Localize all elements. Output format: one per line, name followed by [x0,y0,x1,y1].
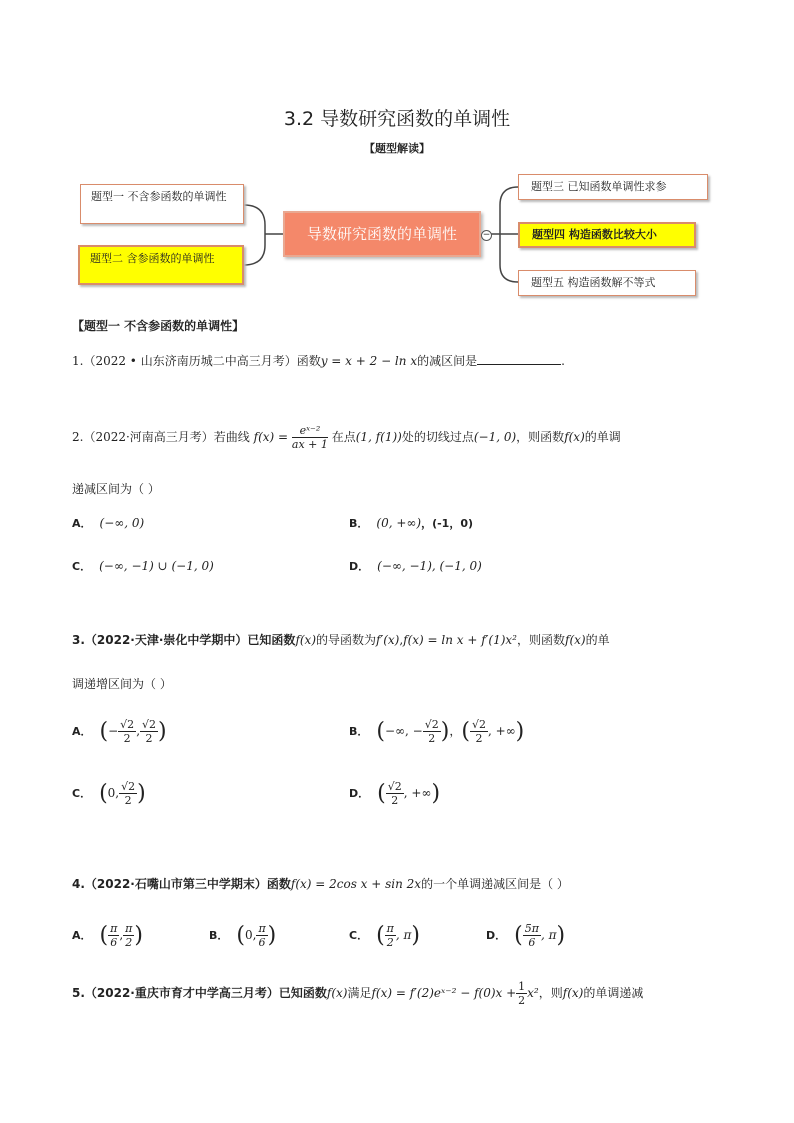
q3-text: , [399,633,404,647]
paren-left: ( [376,923,385,948]
question-3 [72,631,610,648]
q4-option-c[interactable] [349,922,420,949]
answer-blank[interactable] [477,353,561,365]
mindmap-node-label: 题型四 构造函数比较大小 [532,228,657,241]
q2-line2: 递减区间为（ ） [72,482,160,496]
fraction [423,718,441,745]
option-value-extra: ，(-1，0) [421,517,474,530]
numerator: π [125,922,133,935]
denominator: 2 [428,732,436,745]
paren-right: ) [134,923,143,948]
mindmap-node-type2[interactable] [78,245,244,285]
page-subtitle: 【题型解读】 [364,142,430,155]
q2-text: 在点 [331,430,356,444]
paren-right: ) [137,781,146,806]
separator: ， [449,724,462,738]
q2-fx2: f(x) [564,430,585,444]
q2-numerator: eˣ⁻² [292,424,328,438]
denominator: 2 [145,732,153,745]
q2-option-a[interactable] [72,515,144,531]
q2-point: (1, f(1)) [355,430,402,444]
paren-right: ) [431,781,441,806]
q2-option-d[interactable] [349,558,482,574]
fraction [516,980,527,1007]
q3-option-a[interactable] [72,718,167,745]
q2-text: 的单调 [584,430,621,444]
numerator: π [386,922,394,935]
fraction [140,718,158,745]
q5-fx: f(x) [326,986,348,1000]
denominator: 6 [258,936,266,949]
question-5 [72,980,643,1007]
q3-option-c[interactable] [72,780,146,807]
paren-left: ( [99,781,108,806]
denominator: 2 [391,794,399,807]
mindmap-node-type1[interactable] [80,184,244,224]
zero: 0, [107,786,120,800]
section-heading: 【题型一 不含参函数的单调性】 [72,319,245,333]
denominator: 2 [475,732,483,745]
option-value: (−∞, −1) ∪ (−1, 0) [99,559,214,573]
paren-right: ) [515,719,525,744]
q3-fpx: f′(x) [376,633,400,647]
q1-expression: y = x + 2 − ln x [320,354,418,368]
fraction [123,922,134,949]
question-4 [72,875,569,892]
numerator: √2 [387,780,402,793]
option-label: B． [349,725,369,738]
option-label: D． [349,560,370,573]
q3-equation: f(x) = ln x + f′(1)x² [403,633,517,647]
denominator: 2 [518,994,526,1007]
paren-left: ( [514,923,523,948]
fraction [470,718,488,745]
mindmap-node-label: 题型二 含参函数的单调性 [90,252,215,265]
paren-right: ) [556,923,566,948]
comma: , [136,724,141,738]
q2-option-c[interactable] [72,558,214,574]
pos-infinity: , +∞ [487,724,516,738]
paren-right: ) [267,923,277,948]
option-label: B． [209,929,229,942]
option-label: C． [349,929,369,942]
q5-text: 满足 [347,986,372,1000]
q3-text: ，则函数 [517,633,566,647]
option-value: (−∞, −1), (−1, 0) [377,559,482,573]
paren-left: ( [461,719,470,744]
q2-fx: f(x) = [253,430,289,444]
paren-left: ( [99,923,109,948]
option-label: D． [349,787,370,800]
collapse-icon[interactable]: − [482,230,491,240]
q2-denominator: ax + 1 [291,438,328,451]
q5-equation: f(x) = f′(2)eˣ⁻² − f(0)x + [371,986,517,1000]
option-label: C． [72,787,92,800]
q3-option-d[interactable] [349,780,440,807]
option-label: A． [72,517,92,530]
q3-line2: 调递增区间为（ ） [72,677,172,691]
mindmap-node-label: 题型三 已知函数单调性求参 [531,180,667,193]
mindmap-node-label: 题型一 不含参函数的单调性 [91,190,227,203]
option-label: D． [486,929,507,942]
denominator: 6 [110,936,118,949]
numerator: π [258,922,266,935]
q5-text: 的单调递减 [583,986,644,1000]
question-2 [72,424,621,451]
fraction [108,922,119,949]
option-value: (0, +∞) [376,516,422,530]
q2-text: ，则函数 [516,430,565,444]
denominator: 2 [386,936,394,949]
paren-right: ) [158,719,167,744]
q3-option-b[interactable] [349,718,524,745]
denominator: 6 [528,936,536,949]
denominator: 2 [124,794,132,807]
q2-option-b[interactable] [349,515,473,531]
q3-text: 3.（2022·天津·崇化中学期中）已知函数 [72,633,296,647]
question-1 [72,352,565,369]
option-value: (−∞, 0) [99,516,145,530]
fraction [118,718,136,745]
q2-text: 处的切线过点 [401,430,474,444]
q1-end: . [561,354,565,368]
option-label: A． [72,725,92,738]
q3-fx2: f(x) [565,633,586,647]
q4-equation: f(x) = 2cos x + sin 2x [290,877,422,891]
q2-point2: (−1, 0) [473,430,517,444]
neg-infinity: −∞, − [384,724,423,738]
fraction [386,780,404,807]
q2-fraction [292,424,328,451]
numerator: 5π [524,922,539,935]
mindmap-node-type3[interactable] [518,174,708,200]
fraction [119,780,137,807]
page-title: 3.2 导数研究函数的单调性 [283,108,511,130]
q3-fx: f(x) [295,633,317,647]
numerator: √2 [424,718,439,731]
mindmap-node-type4[interactable] [518,222,696,248]
option-label: A． [72,929,92,942]
pi-tail: , π [540,928,557,942]
mindmap-node-type5[interactable] [518,270,696,296]
numerator: √2 [121,780,136,793]
paren-right: ) [440,719,450,744]
minus-sign: − [108,724,119,738]
paren-left: ( [376,719,385,744]
fraction [523,922,541,949]
denominator: 2 [125,936,133,949]
numerator: √2 [120,718,135,731]
numerator: 1 [518,980,526,993]
paren-right: ) [411,923,421,948]
mindmap-node-label: 题型五 构造函数解不等式 [531,276,656,289]
q3-text: 的导函数为 [316,633,377,647]
mindmap-center-node[interactable]: 导数研究函数的单调性 [283,211,481,257]
q4-text: 的一个单调递减区间是（ ） [421,877,569,891]
q5-x2: x² [527,986,539,1000]
q5-text: 5.（2022·重庆市育才中学高三月考）已知函数 [72,986,327,1000]
paren-left: ( [99,719,109,744]
numerator: √2 [471,718,486,731]
pi-tail: , π [395,928,412,942]
q1-text: 1.（2022 • 山东济南历城二中高三月考）函数 [72,354,321,368]
q2-text: 2.（2022·河南高三月考）若曲线 [72,430,250,444]
q5-fx2: f(x) [562,986,584,1000]
numerator: π [110,922,118,935]
q1-suffix: 的减区间是 [417,354,478,368]
paren-left: ( [377,781,386,806]
numerator: √2 [142,718,157,731]
zero: 0, [244,928,257,942]
paren-left: ( [236,923,245,948]
q4-option-d[interactable] [486,922,565,949]
fraction [385,922,396,949]
option-label: B． [349,517,369,530]
denominator: 2 [123,732,131,745]
q4-option-b[interactable] [209,922,276,949]
q4-option-a[interactable]: A． ( $\frac{\pi}{6}$ , $\frac{\pi}{2}$ ) [72,922,143,949]
q5-text: ，则 [538,986,563,1000]
q4-text: 4.（2022·石嘴山市第三中学期末）函数 [72,877,291,891]
pos-infinity: , +∞ [403,786,432,800]
q3-text: 的单 [585,633,610,647]
option-label: C． [72,560,92,573]
fraction [256,922,267,949]
